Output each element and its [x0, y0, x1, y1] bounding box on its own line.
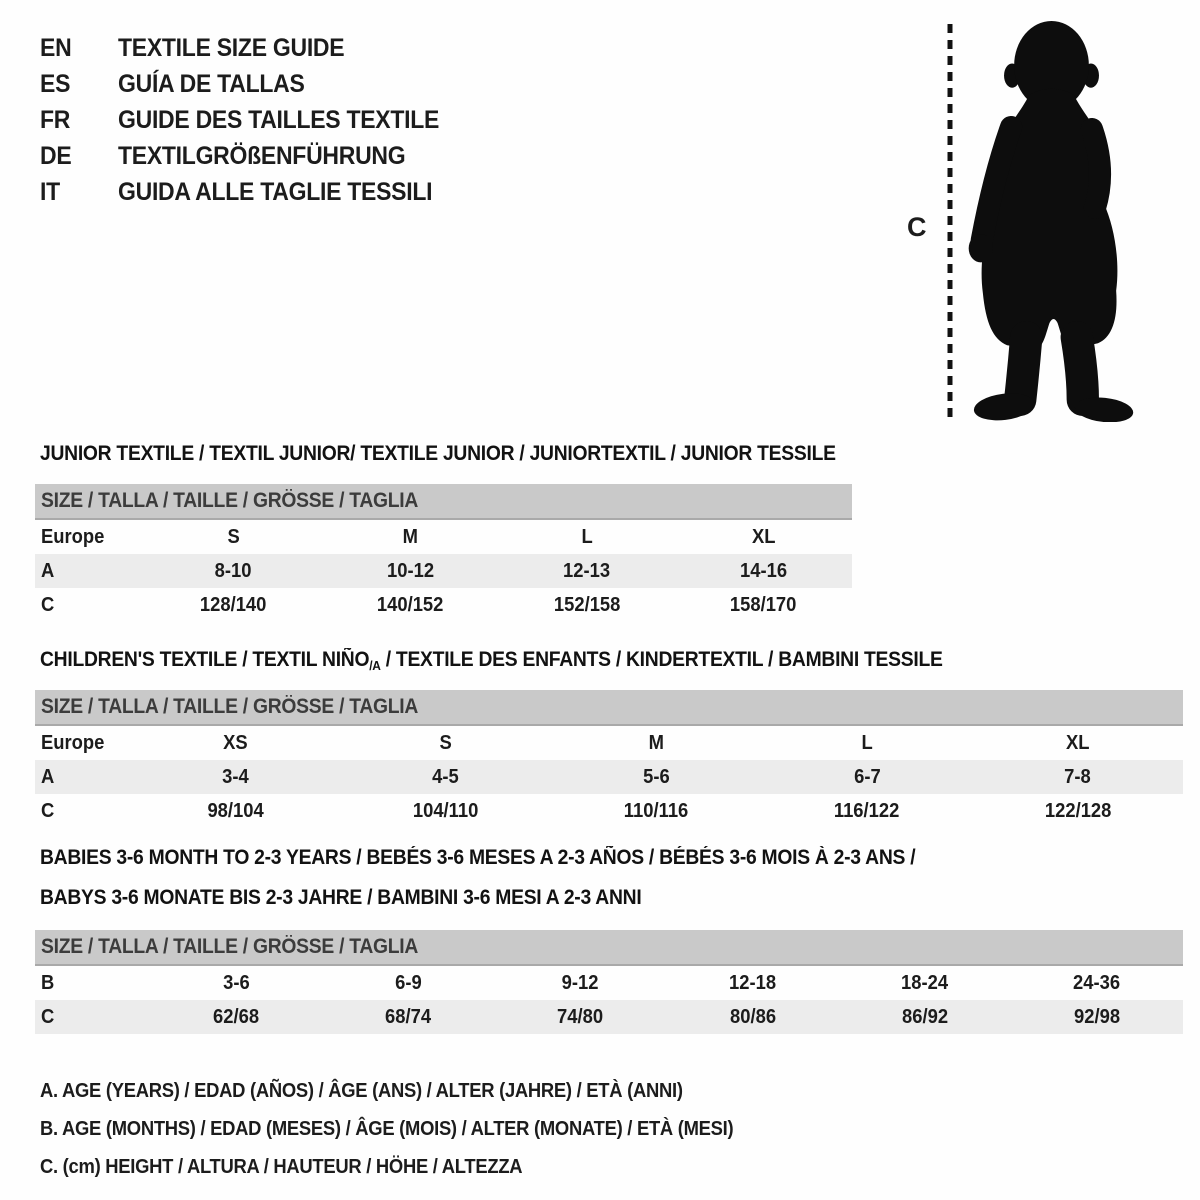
lang-code: DE: [40, 141, 72, 170]
lang-row-de: [40, 138, 467, 174]
row-label-cell: A: [41, 559, 55, 582]
lang-code: FR: [40, 105, 71, 134]
size-header-label: SIZE / TALLA / TAILLE / GRÖSSE / TAGLIA: [41, 695, 419, 718]
babies-table: [35, 930, 1183, 1034]
row-label-cell: B: [41, 971, 55, 994]
value-cell: 92/98: [1073, 1005, 1120, 1028]
height-marker-label: C: [907, 212, 927, 242]
value-cell: 74/80: [557, 1005, 604, 1028]
value-cell: 7-8: [1064, 765, 1091, 788]
value-cell: 110/116: [624, 799, 689, 822]
babies-section-title-line2: BABYS 3-6 MONATE BIS 2-3 JAHRE / BAMBINI 3-6 MESI A 2-3 ANNI: [40, 886, 642, 909]
junior-section-title: JUNIOR TEXTILE / TEXTIL JUNIOR/ TEXTILE JUNIOR / JUNIORTEXTIL / JUNIOR TESSILE: [40, 442, 836, 465]
table-row: [35, 588, 852, 622]
value-cell: 152/158: [553, 593, 621, 616]
lang-row-it: [40, 174, 467, 210]
row-label-cell: C: [41, 1005, 55, 1028]
lang-title: GUÍA DE TALLAS: [118, 69, 305, 98]
value-cell: 140/152: [376, 593, 444, 616]
table-row: [35, 760, 1183, 794]
legend: [40, 1072, 794, 1186]
value-cell: 10-12: [386, 559, 434, 582]
lang-title: TEXTILE SIZE GUIDE: [118, 33, 345, 62]
lang-title: GUIDE DES TAILLES TEXTILE: [118, 105, 440, 134]
value-cell: M: [648, 731, 665, 754]
value-cell: XS: [223, 731, 248, 754]
value-cell: 6-7: [853, 765, 881, 788]
babies-section-title-line1: BABIES 3-6 MONTH TO 2-3 YEARS / BEBÉS 3-6 MESES A 2-3 AÑOS / BÉBÉS 3-6 MOIS À 2-3 ANS /: [40, 846, 916, 869]
size-header-label: SIZE / TALLA / TAILLE / GRÖSSE / TAGLIA: [41, 489, 419, 512]
lang-title: GUIDA ALLE TAGLIE TESSILI: [118, 177, 433, 206]
lang-code: ES: [40, 69, 71, 98]
junior-table: [35, 484, 852, 622]
size-header-label: SIZE / TALLA / TAILLE / GRÖSSE / TAGLIA: [41, 935, 419, 958]
value-cell: 24-36: [1073, 971, 1121, 994]
legend-age-months: B. AGE (MONTHS) / EDAD (MESES) / ÂGE (MOIS) / ALTER (MONATE) / ETÀ (MESI): [40, 1117, 734, 1140]
lang-code: IT: [40, 177, 60, 206]
value-cell: XL: [751, 525, 776, 548]
value-cell: 6-9: [394, 971, 422, 994]
value-cell: 122/128: [1044, 799, 1111, 822]
value-cell: 12-18: [729, 971, 777, 994]
table-row: [35, 1000, 1183, 1034]
children-table: [35, 690, 1183, 828]
value-cell: 116/122: [834, 799, 900, 822]
value-cell: 9-12: [561, 971, 599, 994]
language-title-block: [40, 30, 467, 210]
lang-row-es: [40, 66, 467, 102]
table-row: [35, 966, 1183, 1000]
value-cell: S: [439, 731, 453, 754]
value-cell: 98/104: [207, 799, 264, 822]
subscript-text: /A: [369, 658, 381, 673]
value-cell: 62/68: [213, 1005, 260, 1028]
value-cell: 8-10: [214, 559, 252, 582]
height-dashed-line: [945, 20, 955, 420]
lang-row-en: [40, 30, 467, 66]
row-label-cell: Europe: [41, 731, 105, 754]
size-header-bar: [35, 690, 1183, 726]
value-cell: 4-5: [432, 765, 460, 788]
legend-age-years: A. AGE (YEARS) / EDAD (AÑOS) / ÂGE (ANS) / ALTER (JAHRE) / ETÀ (ANNI): [40, 1079, 683, 1102]
value-cell: 5-6: [643, 765, 670, 788]
children-section-title: CHILDREN'S TEXTILE / TEXTIL $NIÑO_{/A}$ / TEXTILE DES ENFANTS / KINDERTEXTIL / BAMBINI TESSILE: [40, 648, 943, 673]
height-figure: [895, 10, 1155, 430]
value-cell: 86/92: [901, 1005, 948, 1028]
value-cell: M: [402, 525, 418, 548]
legend-height-cm: C. (cm) HEIGHT / ALTURA / HAUTEUR / HÖHE / ALTEZZA: [40, 1155, 523, 1178]
row-label-cell: A: [41, 765, 55, 788]
value-cell: S: [227, 525, 240, 548]
table-row: [35, 794, 1183, 828]
value-cell: 68/74: [385, 1005, 432, 1028]
value-cell: 3-6: [222, 971, 250, 994]
value-cell: XL: [1065, 731, 1090, 754]
value-cell: 3-4: [222, 765, 249, 788]
value-cell: 14-16: [740, 559, 788, 582]
row-label-cell: C: [41, 593, 55, 616]
value-cell: 128/140: [200, 593, 267, 616]
table-row: [35, 554, 852, 588]
lang-row-fr: [40, 102, 467, 138]
table-row: [35, 726, 1183, 760]
size-header-bar: [35, 930, 1183, 966]
row-label-cell: Europe: [41, 525, 105, 548]
value-cell: 12-13: [563, 559, 611, 582]
value-cell: 18-24: [901, 971, 949, 994]
size-header-bar: [35, 484, 852, 520]
row-label-cell: C: [41, 799, 55, 822]
value-cell: 158/170: [730, 593, 797, 616]
value-cell: 104/110: [413, 799, 479, 822]
value-cell: 80/86: [729, 1005, 776, 1028]
toddler-silhouette-icon: [961, 18, 1141, 422]
value-cell: L: [861, 731, 873, 754]
table-row: [35, 520, 852, 554]
lang-code: EN: [40, 33, 72, 62]
value-cell: L: [581, 525, 593, 548]
lang-title: TEXTILGRÖßENFÜHRUNG: [118, 141, 406, 170]
